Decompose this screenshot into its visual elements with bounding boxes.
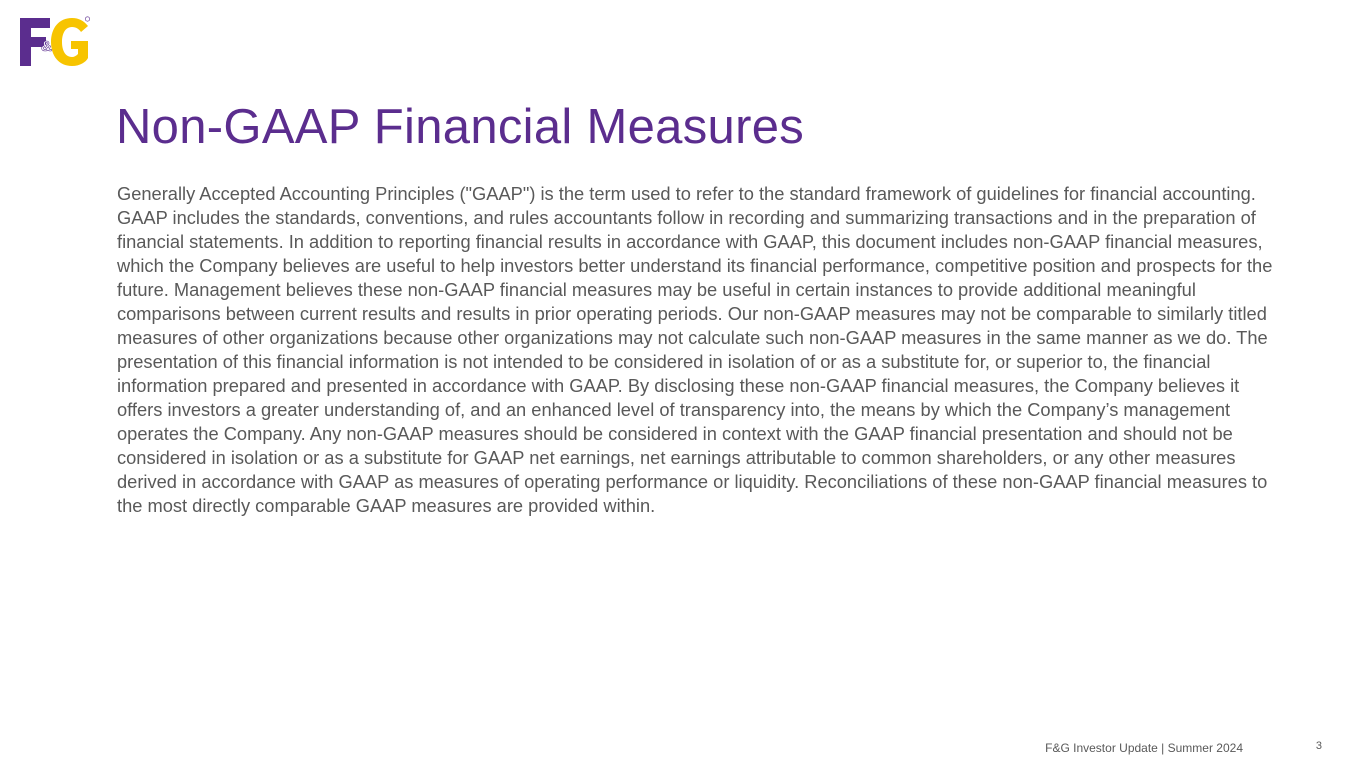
fg-logo: [20, 16, 90, 68]
fg-logo-mark: [20, 16, 90, 68]
body-paragraph: Generally Accepted Accounting Principles ("GAAP") is the term used to refer to the standard framework of guidelines for financial accounting. GAAP includes the standards, conventions, and rules accountants follow in recording and summarizing transactions and in the preparation of financial statements. In addition to reporting financial results in accordance with GAAP, this document includes non-GAAP financial measures, which the Company believes are useful to help investors better understand its financial performance, competitive position and prospects for the future. Management believes these non-GAAP financial measures may be useful in certain instances to provide additional meaningful comparisons between current results and results in prior operating periods. Our non-GAAP measures may not be comparable to similarly titled measures of other organizations because other organizations may not calculate such non-GAAP measures in the same manner as we do. The presentation of this financial information is not intended to be considered in isolation of or as a substitute for, or superior to, the financial information prepared and presented in accordance with GAAP. By disclosing these non-GAAP financial measures, the Company believes it offers investors a greater understanding of, and an enhanced level of transparency into, the means by which the Company’s management operates the Company. Any non-GAAP measures should be considered in context with the GAAP financial presentation and should not be considered in isolation or as a substitute for GAAP net earnings, net earnings attributable to common shareholders, or any other measures derived in accordance with GAAP as measures of operating performance or liquidity. Reconciliations of these non-GAAP financial measures to the most directly comparable GAAP measures are provided within.: [117, 183, 1273, 516]
page-title: Non-GAAP Financial Measures: [116, 100, 805, 154]
footer-label: F&G Investor Update | Summer 2024: [1045, 741, 1243, 755]
svg-text:&: &: [41, 38, 52, 55]
page-number: 3: [1315, 740, 1322, 752]
